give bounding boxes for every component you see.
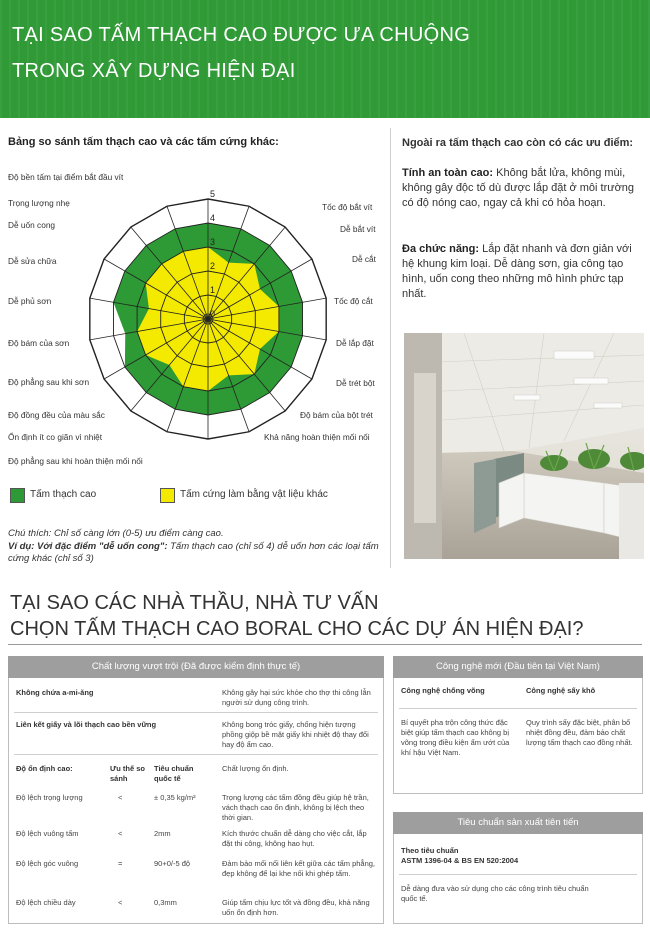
stability-item-std: 2mm	[154, 829, 171, 838]
radar-scale-label: 1	[210, 285, 216, 295]
stability-item-desc: Kích thước chuẩn dễ dàng cho việc cắt, lắp đặt thi công, không hao hụt.	[222, 829, 367, 848]
advantage-multi-text: Lắp đặt nhanh và đơn giản với hệ khung kim loại. Dễ dàng sơn, gia công tạo hình, uốn cong theo những mô hình phức tạp nhất.	[402, 243, 632, 300]
stability-item-desc: Giúp tấm chịu lực tốt và đồng đều, khả năng uốn ổn định hơn.	[222, 898, 370, 917]
radar-label: Dễ cắt	[352, 254, 376, 264]
advantage-safety	[402, 166, 642, 211]
tech-col2-text: Quy trình sấy đặc biệt, phân bổ nhiệt đồng đều, đảm bảo chất lượng tấm thạch cao đồng nhất.	[526, 718, 633, 747]
chart-example	[8, 541, 388, 565]
row-divider	[14, 754, 378, 755]
section2-divider	[8, 644, 642, 645]
chart-example-text: Tấm thạch cao (chỉ số 4) dễ uốn hơn các loại tấm cứng khác (chỉ số 3)	[8, 541, 379, 564]
standard-label: Theo tiêu chuẩn	[401, 846, 459, 855]
stability-item-desc: Đảm bảo mối nối liên kết giữa các tấm phẳng, đẹp không để lại khe nối khi ghép tấm.	[222, 859, 376, 878]
legend-label-other: Tấm cứng làm bằng vật liệu khác	[180, 489, 328, 500]
office-photo	[404, 333, 644, 559]
standard-header: Tiêu chuẩn sản xuất tiên tiến	[393, 812, 643, 834]
stability-item-cmp: <	[118, 898, 123, 907]
radar-label: Trọng lượng nhẹ	[8, 198, 70, 208]
radar-scale-label: 2	[210, 261, 216, 271]
stability-item-name: Độ lệch góc vuông	[16, 859, 79, 868]
stability-item-std: 0,3mm	[154, 898, 177, 907]
radar-label: Tốc độ cắt	[334, 296, 373, 306]
standard-desc: Dễ dàng đưa vào sử dụng cho các công trình tiêu chuẩn quốc tế.	[401, 884, 589, 903]
column-divider	[390, 128, 391, 568]
row-divider	[399, 874, 637, 875]
row-divider	[14, 712, 378, 713]
tech-col1-title: Công nghệ chống võng	[401, 686, 485, 695]
advantage-safety-text: Không bắt lửa, không mùi, không gây độc tố dù được lắp đặt ở môi trường có độ nóng cao, ngay cả khi có hỏa hoạn.	[402, 167, 635, 209]
radar-label: Khả năng hoàn thiện mối nối	[264, 432, 370, 442]
tech-header: Công nghệ mới (Đầu tiên tại Việt Nam)	[393, 656, 643, 678]
radar-label: Tốc độ bắt vít	[322, 202, 373, 212]
stability-desc: Chất lượng ổn định.	[222, 764, 289, 773]
quality-row-desc: Không bong tróc giấy, chống hiện tượng phồng giộp bề mặt giấy khi nhiệt độ thay đổi hay độ ẩm cao.	[222, 720, 369, 749]
stability-col-std: Tiêu chuẩn quốc tế	[154, 764, 194, 783]
radar-label: Ổn định ít co giãn vì nhiệt	[8, 432, 103, 442]
quality-row-desc: Không gây hại sức khỏe cho thợ thi công lẫn người sử dụng công trình.	[222, 688, 371, 707]
advantage-safety-title: Tính an toàn cao:	[402, 167, 494, 179]
legend-swatch-other	[160, 488, 175, 503]
stability-item-desc: Trọng lượng các tấm đồng đều giúp hệ trần, vách thạch cao ổn định, không bị lệch theo thời gian.	[222, 793, 369, 822]
section2-title-line2: CHỌN TẤM THẠCH CAO BORAL CHO CÁC DỰ ÁN HIỆN ĐẠI?	[10, 618, 584, 640]
stability-item-name: Độ lệch chiều dày	[16, 898, 76, 907]
advantage-multi	[402, 242, 642, 302]
standard-value: ASTM 1396-04 & BS EN 520:2004	[401, 856, 519, 865]
stability-item-cmp: <	[118, 829, 123, 838]
radar-label: Độ bám của bột trét	[300, 410, 373, 420]
header-banner	[0, 0, 650, 118]
radar-label: Độ đồng đều của màu sắc	[8, 410, 105, 420]
quality-header: Chất lượng vượt trội (Đã được kiểm định thực tế)	[8, 656, 384, 678]
radar-scale-label: 3	[210, 237, 216, 247]
radar-label: Độ phẳng sau khi sơn	[8, 377, 90, 387]
radar-label: Độ bám của sơn	[8, 338, 70, 348]
radar-label: Dễ trét bột	[336, 378, 375, 388]
legend-label-gypsum: Tấm thạch cao	[30, 489, 97, 500]
radar-label: Dễ sửa chữa	[8, 256, 57, 266]
radar-scale-label: 5	[210, 189, 216, 199]
stability-item-name: Độ lệch vuông tấm	[16, 829, 79, 838]
stability-item-cmp: <	[118, 793, 123, 802]
quality-row-label: Liên kết giấy và lõi thạch cao bền vững	[16, 720, 157, 729]
stability-col-adv: Ưu thế so sánh	[110, 764, 145, 783]
tech-col1-text: Bí quyết pha trộn công thức đặc biệt giúp tấm thạch cao không bị võng trong điều kiện ẩm ướt của khí hậu Việt Nam.	[401, 718, 510, 757]
section2-title-line1: TẠI SAO CÁC NHÀ THẦU, NHÀ TƯ VẤN	[10, 592, 379, 614]
chart-note: Chú thích: Chỉ số càng lớn (0-5) ưu điểm càng cao.	[8, 528, 224, 539]
radar-scale-label: 0	[210, 309, 216, 319]
radar-scale-label: 4	[210, 213, 216, 223]
radar-label: Dễ phủ sơn	[8, 296, 52, 306]
quality-row-label: Không chứa a-mi-ăng	[16, 688, 94, 697]
tech-col2-title: Công nghệ sấy khô	[526, 686, 596, 695]
legend-swatch-gypsum	[10, 488, 25, 503]
advantage-multi-title: Đa chức năng:	[402, 243, 480, 255]
comparison-title: Bảng so sánh tấm thạch cao và các tấm cứng khác:	[8, 136, 279, 148]
stability-item-std: 90+0/-5 độ	[154, 859, 191, 868]
banner-title-line1: TẠI SAO TẤM THẠCH CAO ĐƯỢC ƯA CHUỘNG	[12, 24, 471, 46]
banner-title-line2: TRONG XÂY DỰNG HIỆN ĐẠI	[12, 60, 296, 82]
radar-label: Độ phẳng sau khi hoàn thiện mối nối	[8, 456, 143, 466]
row-divider	[399, 708, 637, 709]
advantages-intro: Ngoài ra tấm thạch cao còn có các ưu điểm:	[402, 137, 634, 149]
stability-item-cmp: =	[118, 859, 123, 868]
radar-label: Dễ bắt vít	[340, 224, 376, 234]
stability-item-name: Độ lệch trọng lượng	[16, 793, 83, 802]
stability-item-std: ± 0,35 kg/m²	[154, 793, 196, 802]
chart-example-label: Ví dụ: Với đặc điểm "dễ uốn cong":	[8, 541, 168, 552]
radar-label: Dễ lắp đặt	[336, 338, 374, 348]
radar-label: Độ bền tấm tại điểm bắt đầu vít	[8, 172, 124, 182]
radar-label: Dễ uốn cong	[8, 220, 56, 230]
stability-label: Độ ổn định cao:	[16, 764, 73, 773]
